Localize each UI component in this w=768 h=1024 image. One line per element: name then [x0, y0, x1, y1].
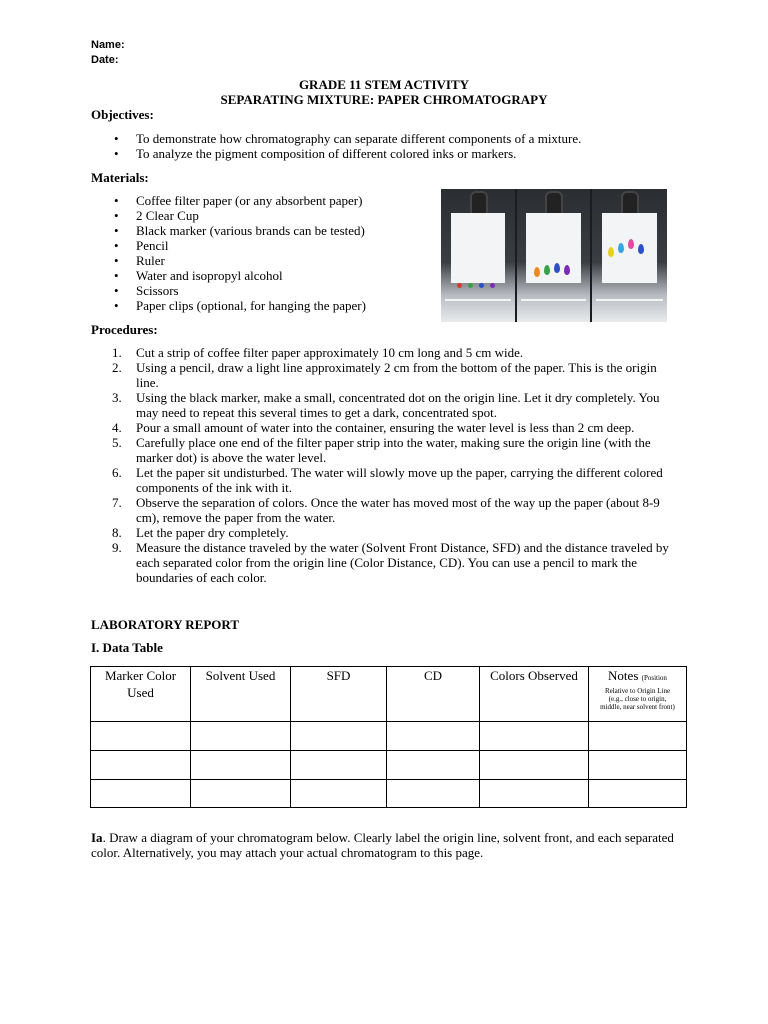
- material-item: • Coffee filter paper (or any absorbent paper): [91, 193, 431, 208]
- cup-rim: [596, 299, 663, 301]
- chromatography-photo: [441, 189, 667, 322]
- col-cd: CD: [387, 667, 480, 722]
- procedures-heading: Procedures:: [91, 322, 158, 337]
- data-table: [90, 666, 687, 808]
- procedure-step: 5. Carefully place one end of the filter paper strip into the water, making sure the origin line (with the marker dot) is above the water level.: [112, 435, 651, 465]
- table-cell[interactable]: [589, 780, 687, 808]
- ink-dot-red: [457, 283, 462, 288]
- name-label: Name:: [91, 39, 125, 51]
- notes-detail-1: (Position: [641, 674, 667, 682]
- procedure-step: 2. Using a pencil, draw a light line approximately 2 cm from the bottom of the paper. This is the origin line.: [112, 360, 657, 390]
- table-cell[interactable]: [387, 780, 480, 808]
- procedure-step: 4. Pour a small amount of water into the container, ensuring the water level is less than 2 cm deep.: [112, 420, 635, 435]
- ink-band-blue: [638, 244, 644, 254]
- ink-dot-blue: [479, 283, 484, 288]
- notes-detail-2: Relative to Origin Line: [604, 687, 671, 695]
- paper-strip: [451, 213, 505, 283]
- table-cell[interactable]: [480, 780, 589, 808]
- date-label: Date:: [91, 54, 119, 66]
- table-cell[interactable]: [291, 751, 387, 780]
- photo-panel-1: [441, 189, 515, 322]
- col-solvent-used: Solvent Used: [191, 667, 291, 722]
- material-item: • Black marker (various brands can be tested): [91, 223, 431, 238]
- table-cell[interactable]: [191, 722, 291, 751]
- table-cell[interactable]: [191, 780, 291, 808]
- col-colors-observed: Colors Observed: [480, 667, 589, 722]
- table-cell[interactable]: [480, 751, 589, 780]
- cup-rim: [521, 299, 586, 301]
- procedures-list: [91, 345, 676, 585]
- notes-title: Notes: [608, 668, 639, 683]
- table-cell[interactable]: [387, 722, 480, 751]
- photo-panel-3: [592, 189, 667, 322]
- col-sfd: SFD: [291, 667, 387, 722]
- procedure-step: 7. Observe the separation of colors. Once the water has moved most of the way up the paper (about 8-9 cm), remove the paper from the water.: [112, 495, 660, 525]
- ia-label: Ia: [91, 830, 103, 845]
- ia-instruction: [91, 830, 676, 860]
- ink-band-green: [544, 265, 550, 275]
- title-line-1: GRADE 11 STEM ACTIVITY: [298, 77, 470, 92]
- col-marker-color: Marker Color Used: [91, 667, 191, 722]
- table-cell[interactable]: [291, 780, 387, 808]
- material-item: • 2 Clear Cup: [91, 208, 431, 223]
- material-item: • Scissors: [91, 283, 431, 298]
- ink-band-blue: [554, 263, 560, 273]
- notes-detail-3: (e.g., close to origin,: [608, 695, 667, 703]
- table-cell[interactable]: [91, 751, 191, 780]
- table-cell[interactable]: [589, 751, 687, 780]
- procedure-step: 1. Cut a strip of coffee filter paper approximately 10 cm long and 5 cm wide.: [112, 345, 524, 360]
- notes-detail-4: middle, near solvent front): [600, 703, 675, 711]
- table-cell[interactable]: [191, 751, 291, 780]
- table-cell[interactable]: [91, 780, 191, 808]
- procedure-step: 8. Let the paper dry completely.: [112, 525, 289, 540]
- ink-dot-purple: [490, 283, 495, 288]
- materials-list: [91, 193, 431, 313]
- objective-item: • To analyze the pigment composition of different colored inks or markers.: [91, 146, 676, 161]
- table-cell[interactable]: [291, 722, 387, 751]
- data-table-heading: I. Data Table: [91, 640, 163, 655]
- table-cell[interactable]: [480, 722, 589, 751]
- ink-dot-green: [468, 283, 473, 288]
- ink-band-cyan: [618, 243, 624, 253]
- table-row: [91, 722, 687, 751]
- ink-band-orange: [534, 267, 540, 277]
- table-cell[interactable]: [91, 722, 191, 751]
- table-header-row: [91, 667, 687, 722]
- table-cell[interactable]: [387, 751, 480, 780]
- table-row: [91, 751, 687, 780]
- objectives-heading: Objectives:: [91, 107, 154, 122]
- material-item: • Paper clips (optional, for hanging the paper): [91, 298, 431, 313]
- material-item: • Ruler: [91, 253, 431, 268]
- ink-band-pink: [628, 239, 634, 249]
- material-item: • Pencil: [91, 238, 431, 253]
- lab-report-heading: LABORATORY REPORT: [91, 617, 240, 632]
- table-row: [91, 780, 687, 808]
- cup-rim: [445, 299, 511, 301]
- objective-item: • To demonstrate how chromatography can separate different components of a mixture.: [91, 131, 676, 146]
- photo-panel-2: [517, 189, 590, 322]
- objectives-list: [91, 131, 676, 161]
- table-cell[interactable]: [589, 722, 687, 751]
- materials-heading: Materials:: [91, 170, 149, 185]
- title-line-2: SEPARATING MIXTURE: PAPER CHROMATOGRAPY: [220, 92, 548, 107]
- procedure-step: 3. Using the black marker, make a small, concentrated dot on the origin line. Let it dry completely. You may need to repeat this several times to get a dark, concentrated spot.: [112, 390, 660, 420]
- procedure-step: 9. Measure the distance traveled by the water (Solvent Front Distance, SFD) and the distance traveled by each separated color from the origin line (Color Distance, CD). You can use a pencil to mark the boundaries of each color.: [112, 540, 669, 585]
- col-notes: [589, 667, 687, 722]
- ink-band-purple: [564, 265, 570, 275]
- material-item: • Water and isopropyl alcohol: [91, 268, 431, 283]
- ink-band-yellow: [608, 247, 614, 257]
- ia-text: . Draw a diagram of your chromatogram below. Clearly label the origin line, solvent front, and each separated color. Alternatively, you may attach your actual chromatogram to this page.: [91, 830, 674, 860]
- procedure-step: 6. Let the paper sit undisturbed. The water will slowly move up the paper, carrying the different colored components of the ink with it.: [112, 465, 663, 495]
